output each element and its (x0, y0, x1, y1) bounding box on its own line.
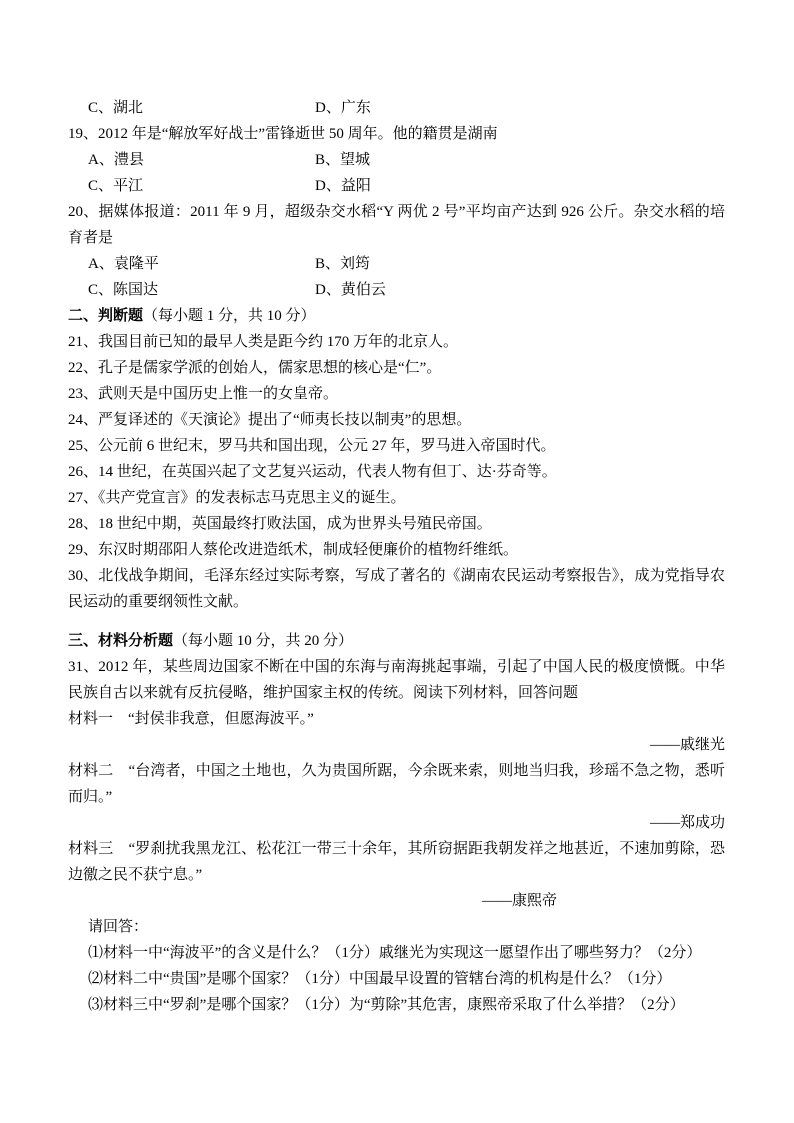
question-19-options-cd (68, 173, 725, 199)
judgment-27: 27、《共产党宣言》的发表标志马克思主义的诞生。 (68, 490, 406, 506)
option-a-label: C、平江 (88, 178, 144, 194)
material-2: 材料二 “台湾者，中国之土地也，久为贵国所踞，今余既来索，则地当归我，珍瑶不急之物，悉听而归。” (68, 763, 725, 805)
judgment-30: 30、北伐战争期间，毛泽东经过实际考察，写成了著名的《湖南农民运动考察报告》，成为党指导农民运动的重要纲领性文献。 (68, 568, 725, 610)
section-gap (68, 615, 725, 628)
option-b-label: B、刘筠 (315, 256, 371, 272)
attribution-qi-jiguang: ——戚继光 (649, 737, 725, 753)
option-b-label: D、益阳 (315, 178, 371, 194)
material-3: 材料三 “罗刹扰我黑龙江、松花江一带三十余年，其所窃据距我朝发祥之地甚近，不速加剪除，恐边徼之民不获宁息。” (68, 841, 725, 883)
question-31: 31、2012 年，某些周边国家不断在中国的东海与南海挑起事端，引起了中国人民的极度愤慨。中华民族自古以来就有反抗侵略，维护国家主权的传统。阅读下列材料，回答问题 (68, 659, 725, 701)
sub-question-2: ⑵材料二中“贵国”是哪个国家？（1分）中国最早设置的管辖台湾的机构是什么？（1分） (88, 971, 672, 987)
section-heading-title: 二、判断题 (68, 308, 144, 324)
section-heading-title: 三、材料分析题 (68, 633, 174, 649)
option-b-label: B、望城 (315, 152, 371, 168)
answer-prompt: 请回答： (88, 919, 149, 935)
judgment-25: 25、公元前 6 世纪末，罗马共和国出现，公元 27 年，罗马进入帝国时代。 (68, 438, 556, 454)
material-1: 材料一 “封侯非我意，但愿海波平。” (68, 711, 314, 727)
judgment-24: 24、严复译述的《天演论》提出了“师夷长技以制夷”的思想。 (68, 412, 472, 428)
option-b-label: D、广东 (315, 100, 371, 116)
sub-question-3: ⑶材料三中“罗刹”是哪个国家？（1分）为“剪除”其危害，康熙帝采取了什么举措？（2分） (88, 997, 685, 1013)
question-20: 20、据媒体报道：2011 年 9 月，超级杂交水稻“Y 两优 2 号”平均亩产达到 926 公斤。杂交水稻的培育者是 (68, 204, 725, 246)
option-a-label: C、陈国达 (88, 282, 159, 298)
judgment-22: 22、孔子是儒家学派的创始人，儒家思想的核心是“仁”。 (68, 360, 442, 376)
judgment-26: 26、14 世纪，在英国兴起了文艺复兴运动，代表人物有但丁、达·芬奇等。 (68, 464, 557, 480)
section-heading-note: （每小题 10 分，共 20 分） (173, 633, 354, 649)
section-2-heading (68, 303, 725, 329)
question-20-options-cd (68, 277, 725, 303)
option-a-label: A、袁隆平 (88, 256, 159, 272)
question-20-options-ab (68, 251, 725, 277)
judgment-28: 28、18 世纪中期，英国最终打败法国，成为世界头号殖民帝国。 (68, 516, 492, 532)
question-18-options-cd (68, 95, 725, 121)
option-a-label: C、湖北 (88, 100, 144, 116)
question-19: 19、2012 年是“解放军好战士”雷锋逝世 50 周年。他的籍贯是湖南 (68, 126, 498, 142)
option-b-label: D、黄伯云 (315, 282, 386, 298)
option-a-label: A、澧县 (88, 152, 144, 168)
question-19-options-ab (68, 147, 725, 173)
judgment-29: 29、东汉时期邵阳人蔡伦改进造纸术，制成轻便廉价的植物纤维纸。 (68, 542, 519, 558)
section-3-heading (68, 628, 725, 654)
attribution-kangxi: ——康熙帝 (481, 893, 557, 909)
attribution-zheng-chenggong: ——郑成功 (649, 815, 725, 831)
sub-question-1: ⑴材料一中“海波平”的含义是什么？（1分）戚继光为实现这一愿望作出了哪些努力？（2分） (88, 945, 702, 961)
judgment-21: 21、我国目前已知的最早人类是距今约 170 万年的北京人。 (68, 334, 459, 350)
section-heading-note: （每小题 1 分，共 10 分） (143, 308, 316, 324)
judgment-23: 23、武则天是中国历史上惟一的女皇帝。 (68, 386, 339, 402)
